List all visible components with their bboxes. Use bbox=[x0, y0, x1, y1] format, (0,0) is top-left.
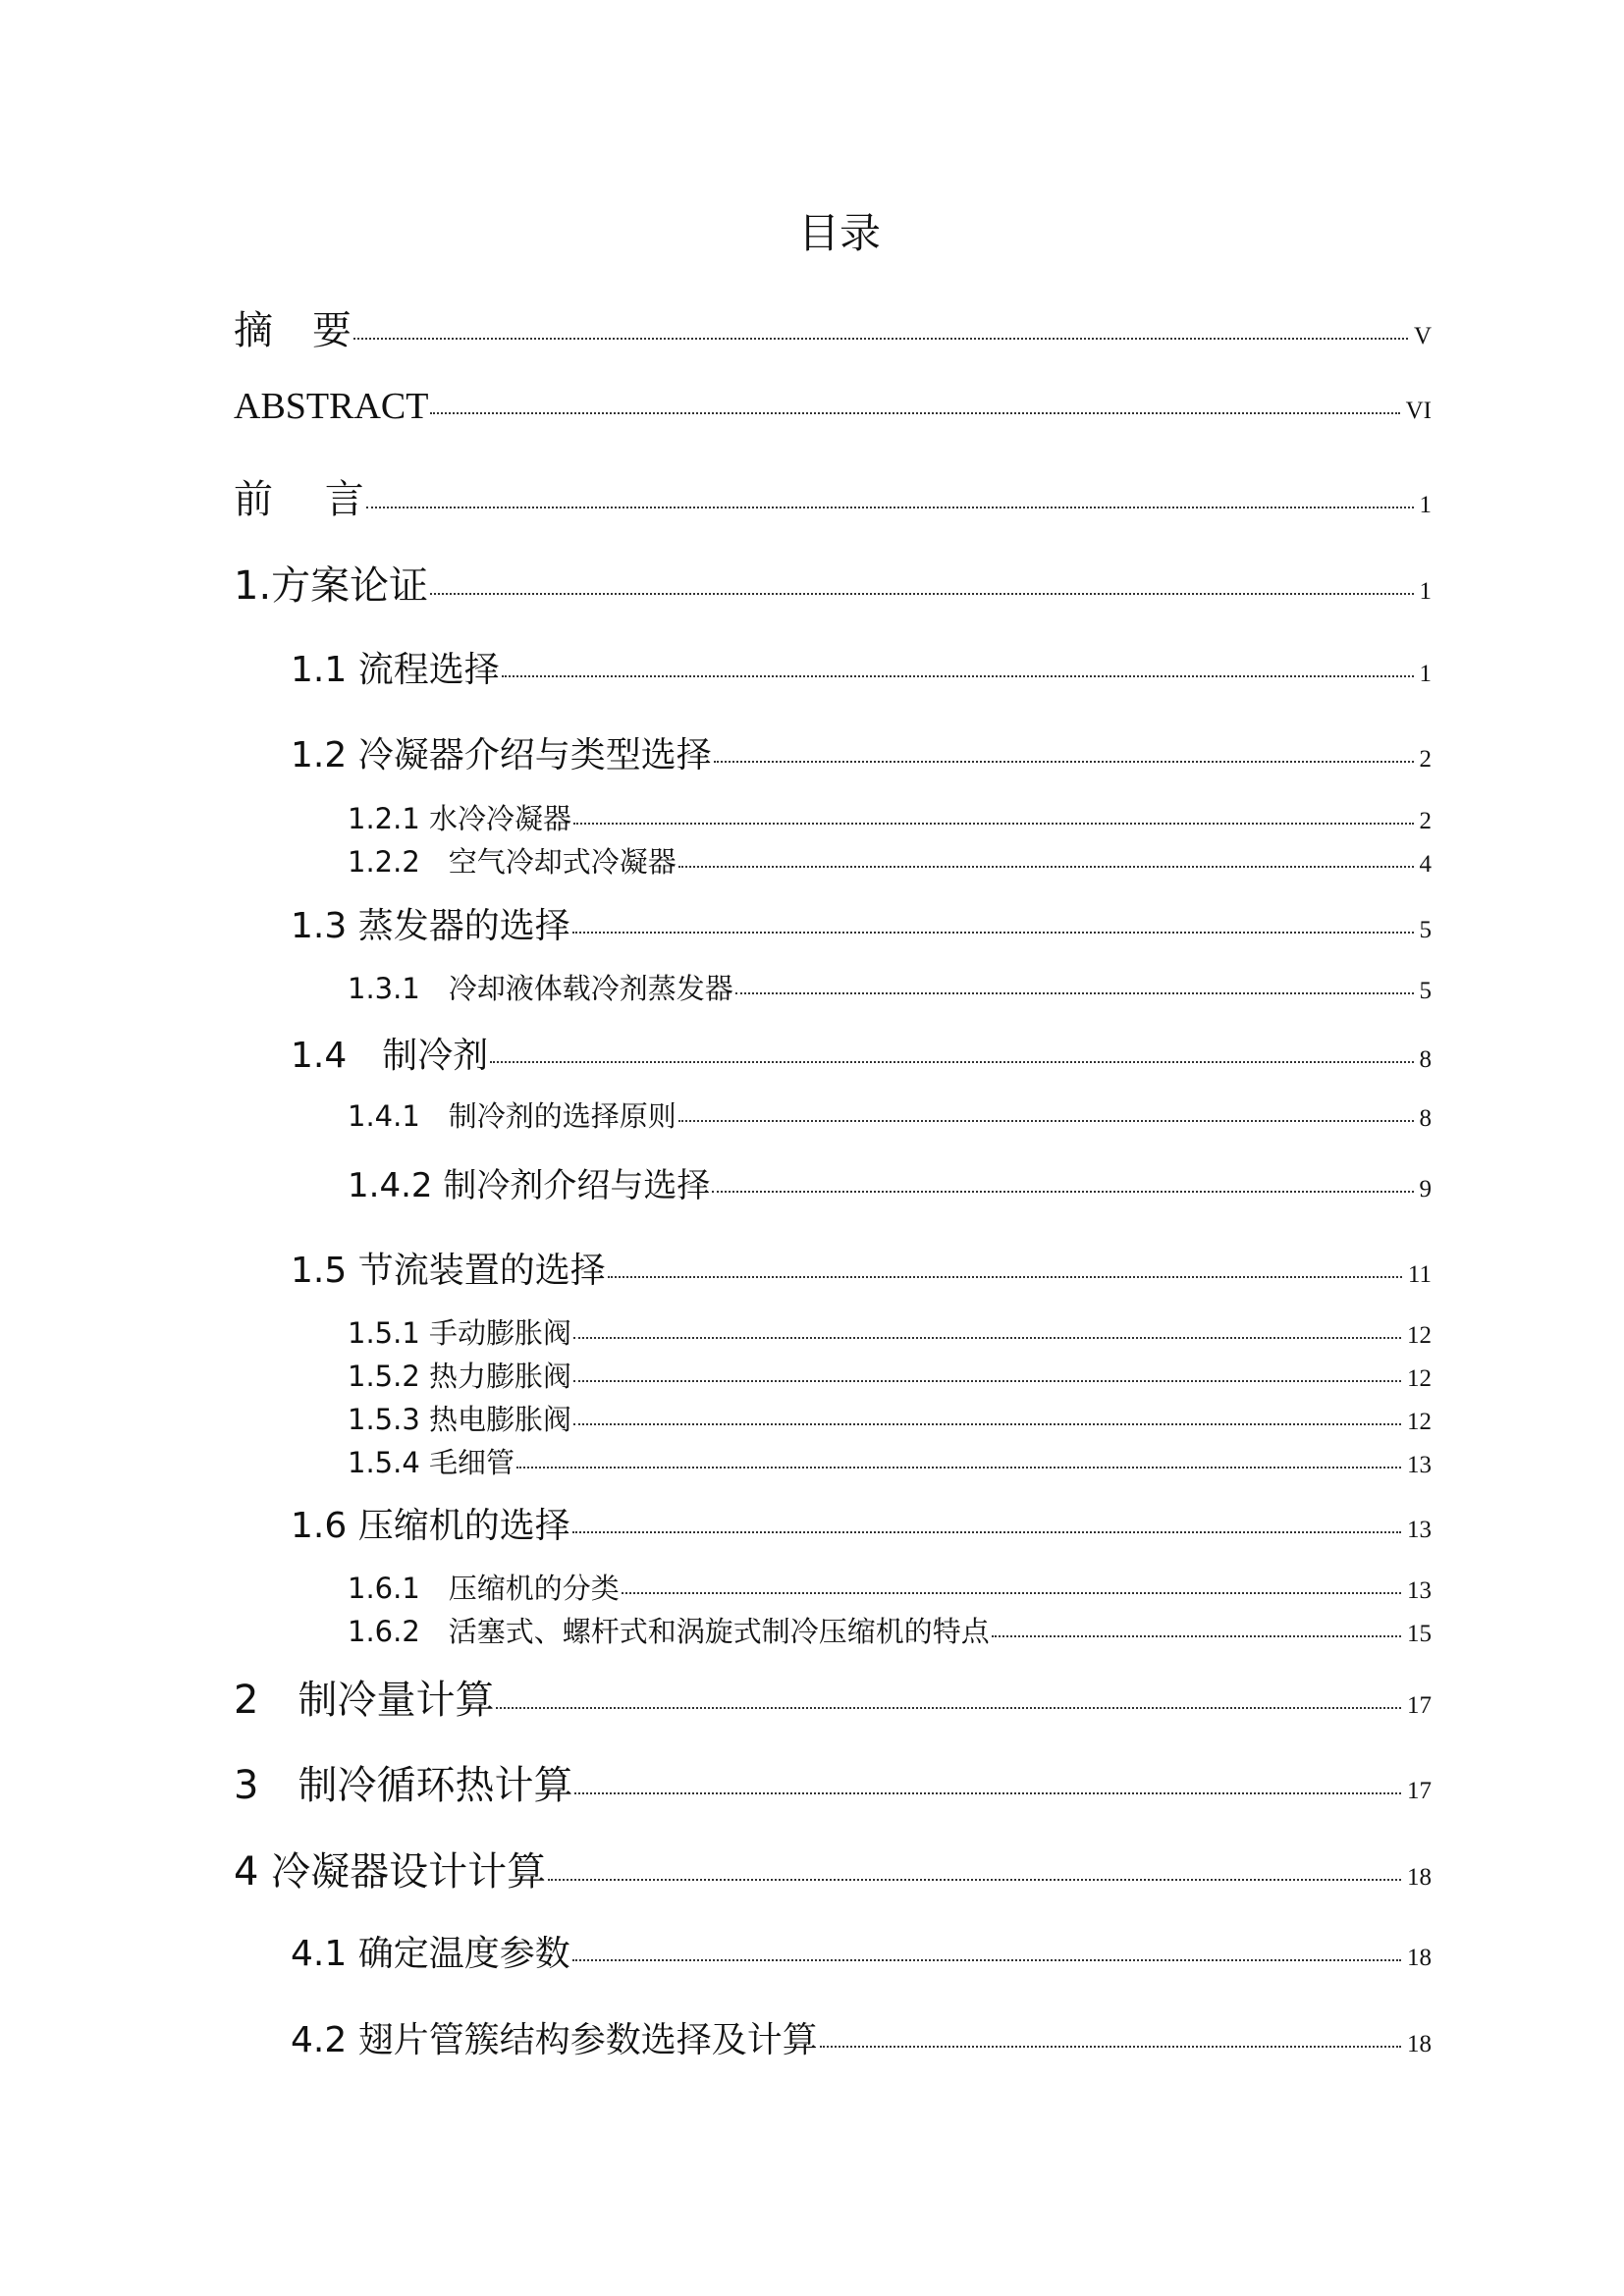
dot-leader bbox=[502, 675, 1414, 677]
toc-entry-page: 13 bbox=[1407, 1517, 1432, 1543]
toc-entry-page: 18 bbox=[1407, 1864, 1432, 1891]
toc-entry-1-5[interactable] bbox=[291, 1243, 1432, 1293]
toc-entry-1[interactable] bbox=[234, 555, 1432, 611]
toc-entry-label: 3 制冷循环热计算 bbox=[234, 1763, 573, 1808]
dot-leader bbox=[992, 1635, 1401, 1637]
toc-entry-label: 1.2.1 水冷冷凝器 bbox=[348, 802, 572, 835]
dot-leader bbox=[573, 823, 1413, 825]
dot-leader bbox=[678, 866, 1414, 868]
toc-entry-1-5-3[interactable] bbox=[348, 1398, 1432, 1438]
toc-entry-1-4[interactable] bbox=[291, 1028, 1432, 1078]
toc-entry-page: 4 bbox=[1419, 851, 1432, 878]
toc-entry-label: 1.6.1 压缩机的分类 bbox=[348, 1572, 620, 1605]
toc-entry-label: ABSTRACT bbox=[234, 386, 429, 427]
toc-entry-page: 1 bbox=[1419, 661, 1432, 687]
toc-entry-label: 1.5 节流装置的选择 bbox=[291, 1251, 606, 1291]
toc-entry-label: 1.4.2 制冷剂介绍与选择 bbox=[348, 1166, 711, 1205]
toc-entry-label: 1.4 制冷剂 bbox=[291, 1036, 489, 1076]
toc-entry-page: 12 bbox=[1407, 1322, 1432, 1349]
toc-entry-page: V bbox=[1413, 323, 1432, 349]
toc-entry-page: 1 bbox=[1419, 578, 1432, 605]
dot-leader bbox=[572, 932, 1414, 934]
toc-entry-label: 4 冷凝器设计计算 bbox=[234, 1849, 547, 1895]
toc-entry-1-2[interactable] bbox=[291, 727, 1432, 777]
toc-entry-page: 2 bbox=[1419, 808, 1432, 834]
dot-leader bbox=[496, 1707, 1401, 1709]
toc-entry-label: 2 制冷量计算 bbox=[234, 1678, 495, 1723]
toc-entry-label: 1.5.1 手动膨胀阀 bbox=[348, 1316, 572, 1350]
toc-entry-1-5-1[interactable] bbox=[348, 1311, 1432, 1352]
toc-entry-1-1[interactable] bbox=[291, 642, 1432, 692]
toc-entry-4-1[interactable] bbox=[291, 1926, 1432, 1976]
toc-entry-page: 8 bbox=[1419, 1105, 1432, 1132]
toc-entry-label: 1.6.2 活塞式、螺杆式和涡旋式制冷压缩机的特点 bbox=[348, 1615, 990, 1648]
toc-entry-label: 摘 要 bbox=[234, 308, 352, 353]
toc-entry-3[interactable] bbox=[234, 1754, 1432, 1810]
toc-entry-label: 1.5.2 热力膨胀阀 bbox=[348, 1360, 572, 1393]
dot-leader bbox=[622, 1592, 1401, 1594]
toc-entry-1-2-1[interactable] bbox=[348, 797, 1432, 837]
dot-leader bbox=[820, 2046, 1401, 2048]
toc-entry-abstract-zh[interactable] bbox=[234, 299, 1432, 355]
toc-entry-label: 1.方案论证 bbox=[234, 563, 429, 609]
toc-entry-label: 1.1 流程选择 bbox=[291, 650, 500, 690]
toc-entry-label: 1.2.2 空气冷却式冷凝器 bbox=[348, 845, 677, 879]
toc-entry-1-3[interactable] bbox=[291, 898, 1432, 948]
toc-entry-1-6-2[interactable] bbox=[348, 1610, 1432, 1650]
toc-entry-label: 1.3 蒸发器的选择 bbox=[291, 906, 570, 946]
dot-leader bbox=[714, 761, 1414, 763]
dot-leader bbox=[678, 1120, 1414, 1122]
toc-entry-abstract-en[interactable] bbox=[234, 385, 1432, 428]
toc-entry-preface[interactable] bbox=[234, 468, 1432, 524]
toc-entry-1-4-2[interactable] bbox=[348, 1158, 1432, 1206]
toc-entry-1-4-1[interactable] bbox=[348, 1095, 1432, 1135]
dot-leader bbox=[572, 1531, 1401, 1533]
toc-entry-page: 12 bbox=[1407, 1409, 1432, 1435]
dot-leader bbox=[353, 338, 1408, 340]
toc-entry-label: 1.2 冷凝器介绍与类型选择 bbox=[291, 735, 712, 775]
toc-entry-page: 13 bbox=[1407, 1577, 1432, 1604]
toc-entry-label: 4.1 确定温度参数 bbox=[291, 1934, 570, 1974]
toc-entry-page: 17 bbox=[1407, 1778, 1432, 1804]
toc-entry-label: 1.6 压缩机的选择 bbox=[291, 1506, 570, 1546]
toc-entry-1-5-2[interactable] bbox=[348, 1355, 1432, 1395]
toc-entry-label: 1.4.1 制冷剂的选择原则 bbox=[348, 1099, 677, 1133]
dot-leader bbox=[573, 1423, 1401, 1425]
toc-entry-4[interactable] bbox=[234, 1841, 1432, 1896]
dot-leader bbox=[574, 1792, 1401, 1794]
dot-leader bbox=[573, 1380, 1401, 1382]
toc-entry-page: 1 bbox=[1419, 492, 1432, 518]
dot-leader bbox=[712, 1191, 1413, 1193]
dot-leader bbox=[735, 992, 1414, 994]
dot-leader bbox=[430, 412, 1399, 414]
toc-entry-page: 11 bbox=[1407, 1261, 1432, 1288]
dot-leader bbox=[608, 1276, 1402, 1278]
toc-entry-page: 13 bbox=[1407, 1452, 1432, 1478]
toc-entry-label: 前 言 bbox=[234, 477, 364, 522]
toc-entry-page: 2 bbox=[1419, 746, 1432, 773]
dot-leader bbox=[572, 1959, 1401, 1961]
toc-entry-1-6-1[interactable] bbox=[348, 1567, 1432, 1607]
dot-leader bbox=[548, 1879, 1401, 1881]
dot-leader bbox=[430, 593, 1413, 595]
toc-entry-4-2[interactable] bbox=[291, 2012, 1432, 2062]
toc-entry-page: 17 bbox=[1407, 1692, 1432, 1719]
toc-entry-page: 5 bbox=[1419, 978, 1432, 1004]
toc-entry-page: 9 bbox=[1419, 1176, 1432, 1202]
toc-entry-1-5-4[interactable] bbox=[348, 1441, 1432, 1481]
toc-entry-label: 1.5.3 热电膨胀阀 bbox=[348, 1403, 572, 1436]
toc-entry-1-3-1[interactable] bbox=[348, 967, 1432, 1007]
toc-entry-label: 1.5.4 毛细管 bbox=[348, 1446, 515, 1479]
toc-entry-page: VI bbox=[1405, 398, 1432, 424]
toc-entry-page: 8 bbox=[1419, 1046, 1432, 1073]
toc-entry-label: 4.2 翅片管簇结构参数选择及计算 bbox=[291, 2020, 818, 2060]
dot-leader bbox=[366, 507, 1414, 508]
toc-title: 目录 bbox=[797, 209, 881, 257]
dot-leader bbox=[516, 1467, 1401, 1468]
toc-entry-page: 5 bbox=[1419, 917, 1432, 943]
toc-entry-page: 18 bbox=[1407, 2031, 1432, 2057]
dot-leader bbox=[490, 1061, 1413, 1063]
toc-entry-label: 1.3.1 冷却液体载冷剂蒸发器 bbox=[348, 972, 733, 1005]
toc-entry-1-6[interactable] bbox=[291, 1498, 1432, 1548]
dot-leader bbox=[573, 1337, 1401, 1339]
toc-entry-page: 18 bbox=[1407, 1945, 1432, 1971]
toc-entry-1-2-2[interactable] bbox=[348, 840, 1432, 881]
toc-entry-page: 12 bbox=[1407, 1365, 1432, 1392]
toc-entry-page: 15 bbox=[1407, 1621, 1432, 1647]
toc-entry-2[interactable] bbox=[234, 1669, 1432, 1725]
